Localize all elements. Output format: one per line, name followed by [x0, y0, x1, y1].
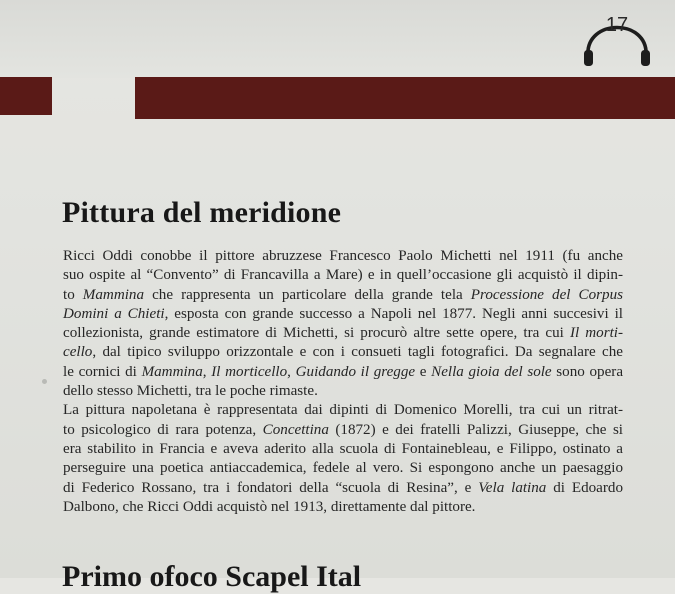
artwork-title: Il morti-	[569, 325, 623, 342]
header-band-left	[0, 77, 52, 115]
artwork-title: Nella gioia del sole	[431, 363, 552, 380]
text-run: , esposta con grande successo a Napoli nel 1877. Negli anni succesivi il	[164, 305, 623, 322]
text-line	[63, 479, 623, 498]
artwork-title: Guidando il gregge	[295, 363, 416, 380]
text-run: dello stesso Michetti, tra le poche rimaste.	[63, 383, 318, 400]
text-run: to	[63, 286, 83, 303]
text-line	[63, 440, 623, 459]
artwork-title: Il morticello	[211, 363, 288, 380]
text-run: La pittura napoletana è rappresentata dai dipinti di Domenico Morelli, tra cui un ritrat-	[63, 402, 623, 419]
text-run: le cornici di	[63, 363, 142, 380]
artwork-title: cello	[63, 344, 93, 361]
text-run: Ricci Oddi conobbe il pittore abruzzese Francesco Paolo Michetti nel 1911 (fu anche	[63, 248, 623, 264]
text-line	[63, 305, 623, 324]
artwork-title: Vela latina	[478, 479, 547, 496]
wall-mark	[42, 379, 47, 384]
text-run: e	[415, 363, 432, 380]
text-line	[63, 498, 623, 517]
artwork-title: Domini a Chieti	[63, 305, 165, 322]
section-title: Pittura del meridione	[62, 196, 342, 229]
header-band-right	[135, 77, 675, 119]
text-run: suo ospite al “Convento” di Francavilla a Mare) e in quell’occasione gli acquistò il dipin-	[63, 267, 623, 284]
text-line	[63, 324, 623, 343]
text-line	[63, 247, 623, 266]
text-run: perseguire una poetica antiaccademica, fedele al vero. Si espongono anche un paesaggio	[63, 460, 623, 477]
artwork-title: Processione del Corpus	[470, 286, 624, 303]
audio-guide-badge	[579, 4, 655, 70]
text-run: collezionista, grande estimatore di Michetti, si procurò altre sette opere, tra cui	[63, 325, 570, 342]
text-run: to psicologico di rara potenza,	[63, 421, 263, 438]
text-line	[63, 343, 623, 362]
text-run: era stabilito in Francia e aveva aderito alla scuola di Fontainebleau, e Filippo, ostinato a	[63, 440, 623, 457]
top-strip	[0, 0, 675, 78]
text-run: (1872) e dei fratelli Palizzi, Giuseppe, che si	[328, 421, 624, 438]
text-line	[63, 421, 623, 440]
text-run: Dalbono, che Ricci Oddi acquistò nel 1913, direttamente dal pittore.	[63, 498, 476, 515]
text-line	[63, 382, 623, 401]
text-run: di Edoardo	[546, 479, 623, 496]
text-run: ,	[202, 363, 212, 380]
body-text	[63, 247, 623, 517]
text-run: di Federico Rossano, tra i fondatori della “scuola di Resina”, e	[63, 479, 479, 496]
text-line	[63, 286, 623, 305]
artwork-title: Concettina	[262, 421, 329, 438]
text-line	[63, 363, 623, 382]
next-section-title: Primo ofoco Scapel Ital	[62, 560, 362, 593]
text-run: ,	[287, 363, 296, 380]
text-line	[63, 266, 623, 285]
text-line	[63, 401, 623, 420]
text-line	[63, 459, 623, 478]
text-run: sono opera	[551, 363, 624, 380]
artwork-title: Mammina	[141, 363, 203, 380]
text-run: che rappresenta un particolare della grande tela	[144, 286, 471, 303]
text-run: , dal tipico sviluppo orizzontale e con i consueti tagli fotografici. Da segnalare che	[92, 344, 623, 361]
artwork-title: Mammina	[82, 286, 145, 303]
audio-track-number: 17	[605, 14, 629, 36]
